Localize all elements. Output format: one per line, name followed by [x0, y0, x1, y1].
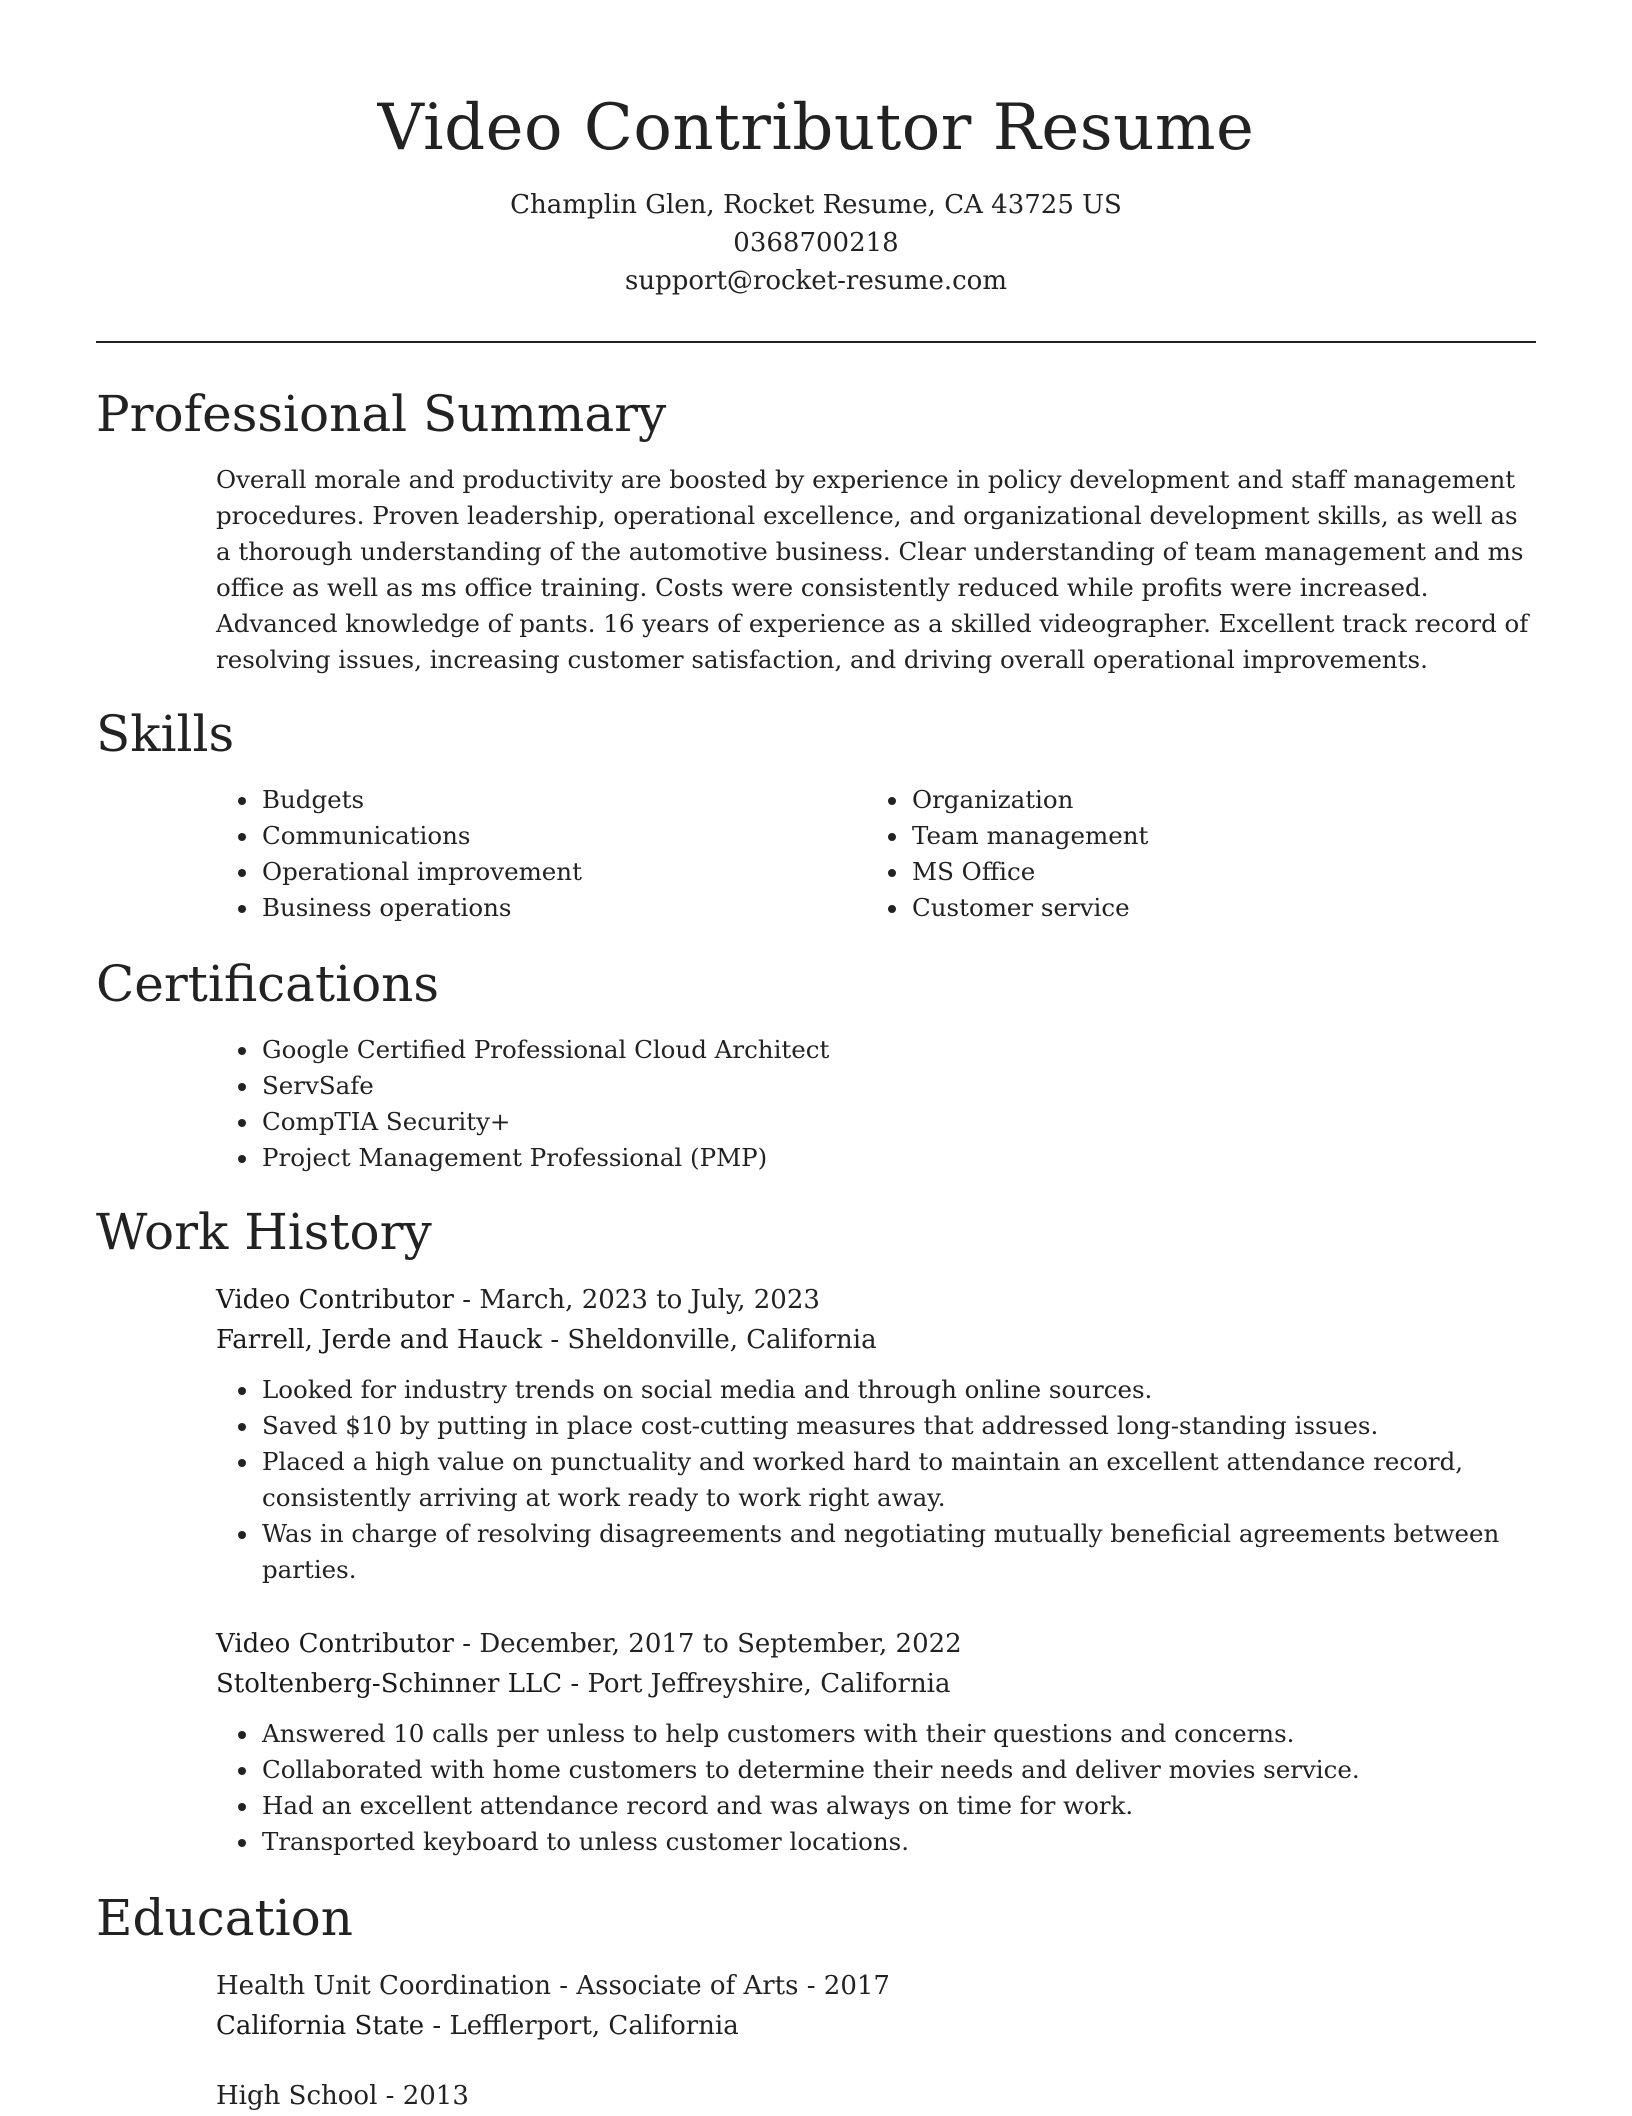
education-school: California State [216, 2011, 425, 2041]
skill-item: • Team management [910, 818, 1148, 854]
resume-header [96, 80, 1536, 300]
skill-item: • Operational improvement [260, 854, 582, 890]
job-duty: • Was in charge of resolving disagreements and negotiating mutually beneficial agreements between parties. [260, 1516, 1510, 1588]
skill-item: • Customer service [910, 890, 1148, 926]
contact-email: support@rocket-resume.com [624, 266, 1007, 296]
skill-item: • Communications [260, 818, 582, 854]
certification-item: • ServSafe [260, 1068, 829, 1104]
job-company: Farrell, Jerde and Hauck [216, 1325, 543, 1355]
job-entry [216, 1624, 1536, 1860]
skills-list-right [866, 782, 1148, 926]
job-duty: • Saved $10 by putting in place cost-cutting measures that addressed long-standing issues. [260, 1408, 1510, 1444]
certification-item: • Google Certified Professional Cloud Architect [260, 1032, 829, 1068]
job-duty: • Placed a high value on punctuality and worked hard to maintain an excellent attendance record, consistently arriving at work ready to work right away. [260, 1444, 1510, 1516]
education-entry [216, 1966, 1536, 2046]
job-duty: • Collaborated with home customers to determine their needs and deliver movies service. [260, 1752, 1510, 1788]
skills-column-right [866, 782, 1148, 926]
job-company-line [216, 1664, 1536, 1704]
job-duty: • Answered 10 calls per unless to help customers with their questions and concerns. [260, 1716, 1510, 1752]
skill-item: • MS Office [910, 854, 1148, 890]
education-degree-line: Health Unit Coordination - Associate of Arts - 2017 [216, 1971, 890, 2001]
education-heading: Education [96, 1889, 353, 1947]
job-duty: • Had an excellent attendance record and was always on time for work. [260, 1788, 1510, 1824]
contact-address: Champlin Glen, Rocket Resume, CA 43725 US [510, 190, 1122, 220]
education-location: - Lefflerport, California [424, 2011, 739, 2041]
job-title-line [216, 1624, 1536, 1664]
job-duties-list [216, 1372, 1510, 1588]
work-history-heading: Work History [96, 1203, 432, 1261]
job-dates: - March, 2023 to July, 2023 [454, 1285, 820, 1315]
skills-column-left [216, 782, 582, 926]
job-company-line [216, 1320, 1536, 1360]
job-company: Stoltenberg-Schinner LLC [216, 1669, 563, 1699]
job-entry [216, 1280, 1536, 1588]
job-location: - Sheldonville, California [542, 1325, 877, 1355]
job-title: Video Contributor [216, 1285, 454, 1315]
skill-item: • Business operations [260, 890, 582, 926]
job-dates: - December, 2017 to September, 2022 [454, 1629, 962, 1659]
job-duty: • Looked for industry trends on social media and through online sources. [260, 1372, 1510, 1408]
summary-text: Overall morale and productivity are boosted by experience in policy development and staff management procedures. Proven leadership, operational excellence, and organizational development skills, as well as a thorough understanding of the automotive business. Clear understanding of team management and ms office as well as ms office training. Costs were consistently reduced while profits were increased. Advanced knowledge of pants. 16 years of experience as a skilled videographer. Excellent track record of resolving issues, increasing customer satisfaction, and driving overall operational improvements. [216, 465, 1529, 674]
header-divider [96, 341, 1536, 343]
certification-item: • Project Management Professional (PMP) [260, 1140, 829, 1176]
skills-list-left [216, 782, 582, 926]
contact-phone: 0368700218 [733, 228, 899, 258]
job-location: - Port Jeffreyshire, California [562, 1669, 951, 1699]
skill-item: • Budgets [260, 782, 582, 818]
education-entry [216, 2076, 1536, 2116]
job-duties-list [216, 1716, 1510, 1860]
job-title: Video Contributor [216, 1629, 454, 1659]
skills-heading: Skills [96, 705, 235, 763]
skill-item: • Organization [910, 782, 1148, 818]
job-duty: • Transported keyboard to unless customer locations. [260, 1824, 1510, 1860]
summary-heading: Professional Summary [96, 385, 667, 443]
education-school-line [216, 2006, 1536, 2046]
education-degree-line: High School - 2013 [216, 2081, 469, 2111]
resume-title: Video Contributor Resume [377, 91, 1255, 165]
certification-item: • CompTIA Security+ [260, 1104, 829, 1140]
job-title-line [216, 1280, 1536, 1320]
certifications-heading: Certifications [96, 955, 440, 1013]
certifications-list [216, 1032, 829, 1176]
certifications-block [216, 1032, 829, 1176]
